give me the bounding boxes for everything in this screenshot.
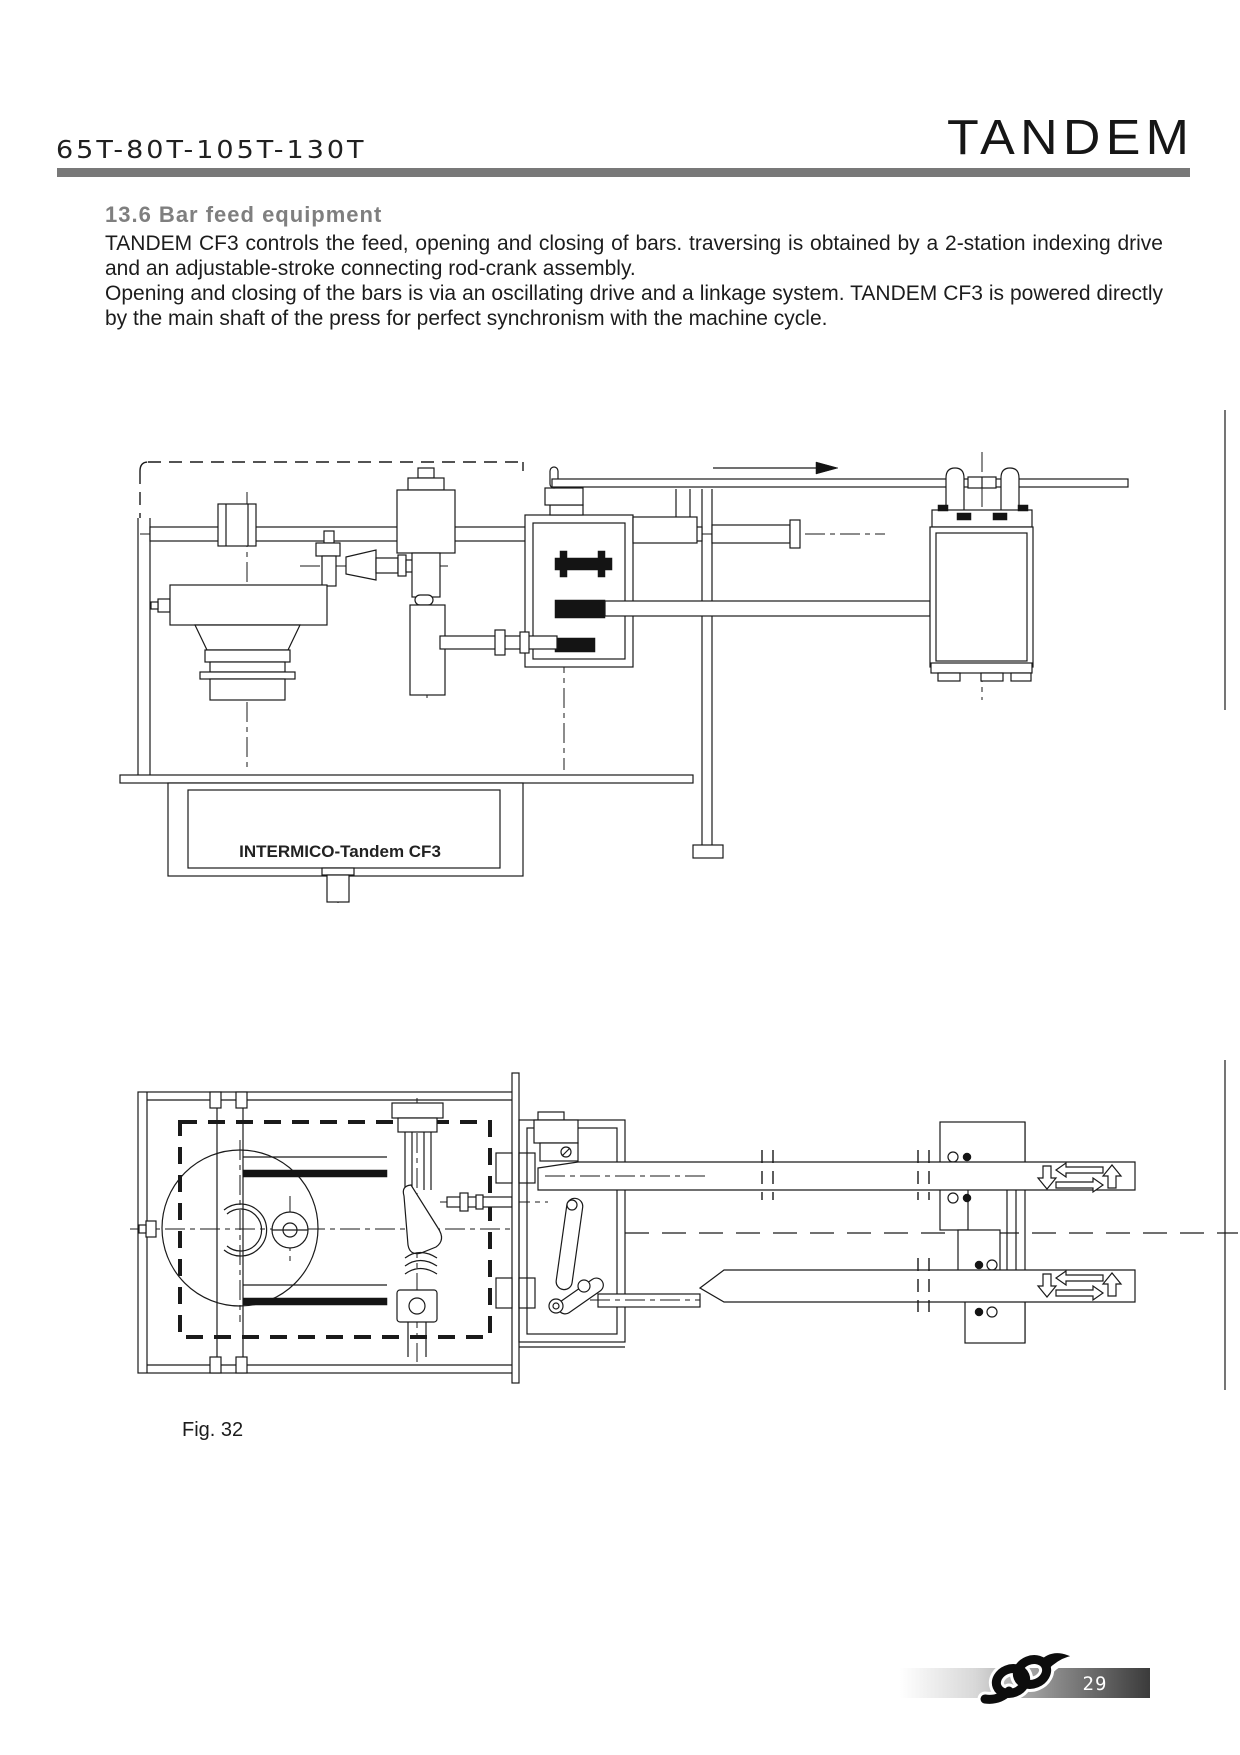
figure-caption: Fig. 32 xyxy=(182,1419,244,1441)
lower-feed-bar xyxy=(590,1258,1135,1312)
oscillating-drive-housing xyxy=(519,1112,625,1347)
feed-direction-arrow-icon xyxy=(713,462,838,474)
brand-logotype: TANDEM xyxy=(946,111,1194,165)
knot-logo-icon xyxy=(975,1641,1071,1713)
page-number: 29 xyxy=(1082,1673,1108,1695)
plan-view-drawing xyxy=(130,1060,1238,1390)
machine-nameplate: INTERMICO-Tandem CF3 xyxy=(239,842,441,861)
paragraph: TANDEM CF3 controls the feed, opening and closing of bars. traversing is obtained by a 2-station indexing drive and an adjustable-stroke connecting rod-crank assembly. xyxy=(105,232,1163,280)
section-heading: 13.6 Bar feed equipment xyxy=(105,202,383,227)
side-view-drawing xyxy=(120,410,1225,906)
paragraph: Opening and closing of the bars is via an oscillating drive and a linkage system. TANDEM CF3 is powered directly by the main shaft of the press for perfect synchronism with the machine cycle. xyxy=(105,282,1163,330)
model-range-title: 65T-80T-105T-130T xyxy=(56,136,367,165)
